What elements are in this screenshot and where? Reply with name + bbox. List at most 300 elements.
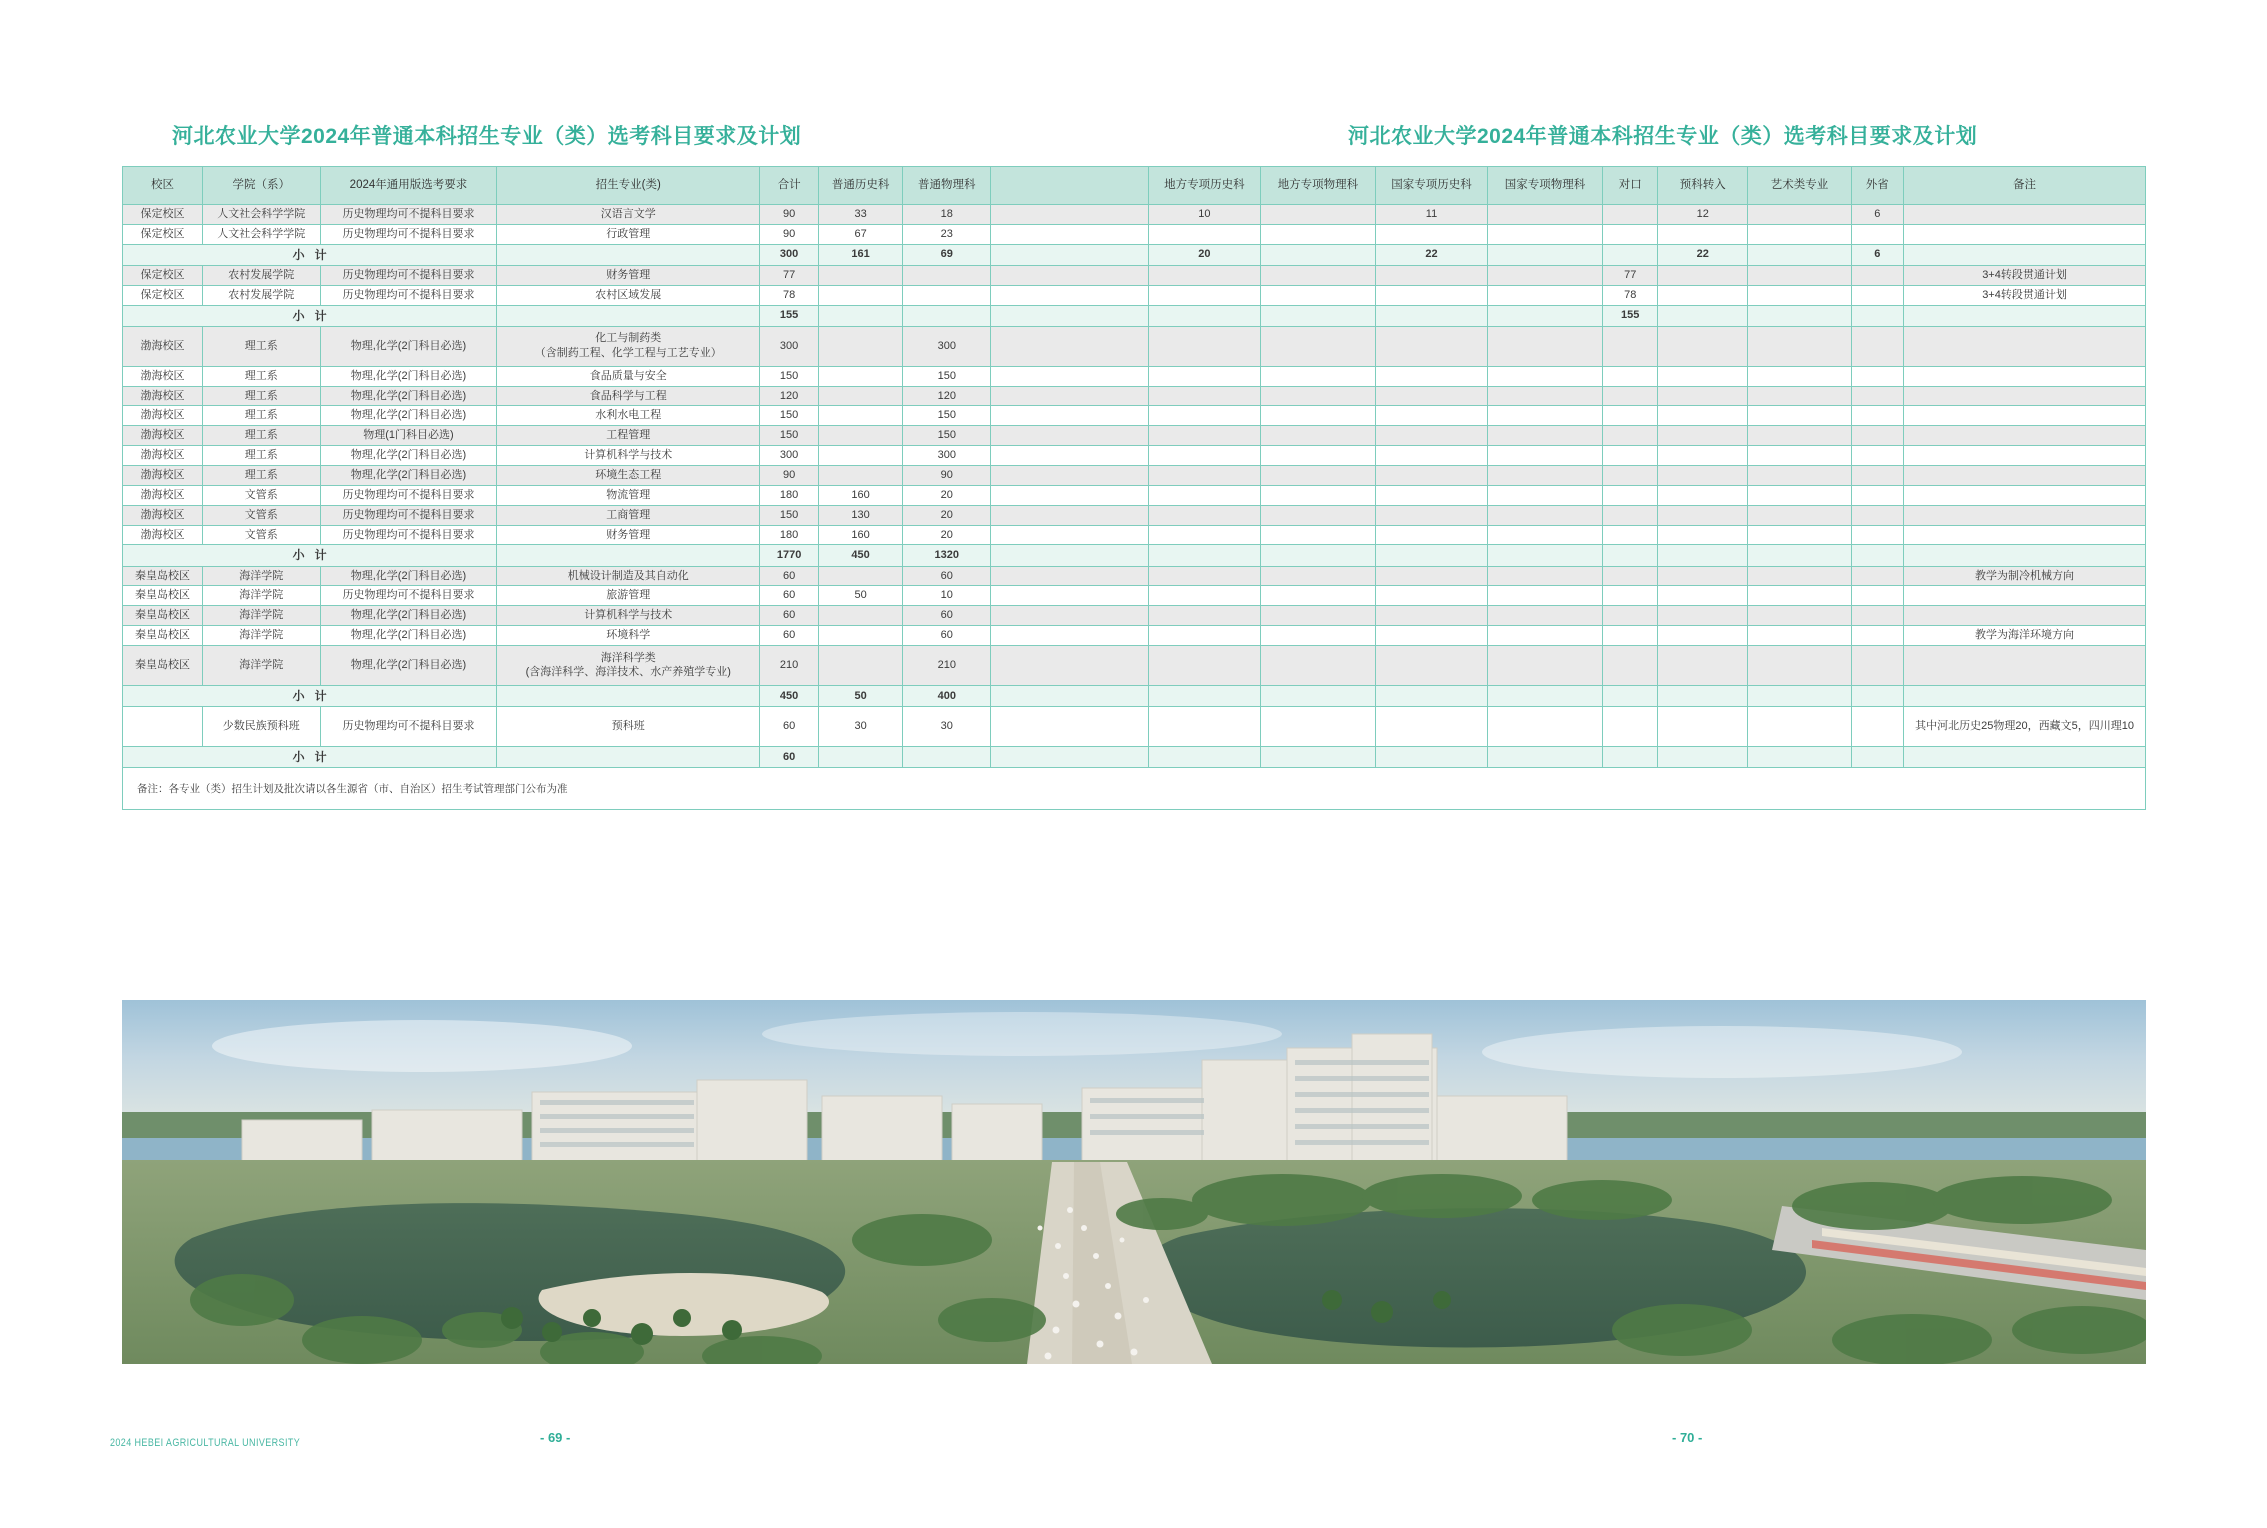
table-row xyxy=(123,426,2146,446)
table-cell xyxy=(1376,285,1487,305)
table-cell xyxy=(1851,386,1904,406)
table-cell: 23 xyxy=(903,224,991,244)
table-cell xyxy=(1376,485,1487,505)
table-cell xyxy=(1376,326,1487,366)
page-number-right: - 70 - xyxy=(1672,1430,1703,1445)
table-cell xyxy=(1376,645,1487,685)
subtotal-label: 小计 xyxy=(123,545,497,566)
table-cell: 78 xyxy=(1603,285,1658,305)
subtotal-cell xyxy=(991,244,1149,265)
table-cell xyxy=(1904,645,2146,685)
table-cell xyxy=(1851,626,1904,646)
table-cell: 农村发展学院 xyxy=(202,265,320,285)
table-cell: 物理,化学(2门科目必选) xyxy=(320,626,497,646)
table-cell xyxy=(1376,446,1487,466)
table-cell: 30 xyxy=(903,707,991,747)
table-cell xyxy=(819,285,903,305)
subtotal-cell xyxy=(1904,305,2146,326)
table-cell: 150 xyxy=(760,426,819,446)
table-cell: 50 xyxy=(819,586,903,606)
table-cell xyxy=(1748,707,1851,747)
table-cell xyxy=(1149,366,1260,386)
table-cell xyxy=(1149,265,1260,285)
table-cell xyxy=(1904,386,2146,406)
table-cell xyxy=(1603,326,1658,366)
table-cell xyxy=(991,606,1149,626)
table-cell: 60 xyxy=(760,586,819,606)
table-cell xyxy=(1603,626,1658,646)
subtotal-cell xyxy=(1658,747,1748,768)
table-cell: 其中河北历史25物理20，西藏文5，四川理10 xyxy=(1904,707,2146,747)
table-cell xyxy=(1851,606,1904,626)
table-cell xyxy=(1658,326,1748,366)
subtotal-cell xyxy=(497,747,760,768)
table-cell: 180 xyxy=(760,485,819,505)
page-title-left: 河北农业大学2024年普通本科招生专业（类）选考科目要求及计划 xyxy=(172,125,802,148)
table-cell xyxy=(1260,426,1376,446)
table-cell xyxy=(991,645,1149,685)
col-header-2: 2024年通用版选考要求 xyxy=(320,167,497,205)
table-cell xyxy=(1603,366,1658,386)
table-cell: 理工系 xyxy=(202,386,320,406)
table-cell: 文管系 xyxy=(202,485,320,505)
table-cell xyxy=(1851,645,1904,685)
table-cell xyxy=(1748,566,1851,586)
table-cell xyxy=(1658,465,1748,485)
table-cell xyxy=(1658,626,1748,646)
subtotal-row xyxy=(123,244,2146,265)
table-cell: 物理,化学(2门科目必选) xyxy=(320,446,497,466)
table-cell xyxy=(1260,446,1376,466)
table-cell xyxy=(1487,224,1603,244)
table-cell xyxy=(1376,265,1487,285)
table-cell xyxy=(1376,606,1487,626)
table-cell: 食品质量与安全 xyxy=(497,366,760,386)
table-cell xyxy=(1149,446,1260,466)
subtotal-cell xyxy=(1603,685,1658,706)
table-cell xyxy=(1487,645,1603,685)
col-header-3: 招生专业(类) xyxy=(497,167,760,205)
subtotal-cell xyxy=(1904,545,2146,566)
table-cell xyxy=(1658,645,1748,685)
subtotal-cell xyxy=(1904,747,2146,768)
table-cell xyxy=(1748,626,1851,646)
table-cell xyxy=(1260,366,1376,386)
table-cell: 渤海校区 xyxy=(123,446,203,466)
table-cell: 物流管理 xyxy=(497,485,760,505)
subtotal-cell xyxy=(1748,305,1851,326)
subtotal-cell: 22 xyxy=(1376,244,1487,265)
table-cell: 150 xyxy=(903,406,991,426)
table-cell: 农村区域发展 xyxy=(497,285,760,305)
table-cell: 12 xyxy=(1658,205,1748,225)
table-cell: 物理,化学(2门科目必选) xyxy=(320,386,497,406)
table-cell xyxy=(1851,224,1904,244)
table-cell: 210 xyxy=(760,645,819,685)
table-cell xyxy=(1149,606,1260,626)
table-cell: 渤海校区 xyxy=(123,426,203,446)
table-cell: 物理,化学(2门科目必选) xyxy=(320,606,497,626)
table-cell xyxy=(1376,586,1487,606)
table-cell: 300 xyxy=(903,326,991,366)
subtotal-cell: 155 xyxy=(1603,305,1658,326)
subtotal-label: 小计 xyxy=(123,685,497,706)
table-cell: 财务管理 xyxy=(497,525,760,545)
subtotal-cell: 50 xyxy=(819,685,903,706)
table-cell xyxy=(819,446,903,466)
table-cell xyxy=(1376,505,1487,525)
table-cell: 物理(1门科目必选) xyxy=(320,426,497,446)
table-cell: 秦皇岛校区 xyxy=(123,586,203,606)
table-cell xyxy=(991,426,1149,446)
table-cell xyxy=(819,366,903,386)
table-cell xyxy=(1904,485,2146,505)
table-cell xyxy=(1260,645,1376,685)
table-cell: 文管系 xyxy=(202,505,320,525)
table-cell: 教学为制冷机械方向 xyxy=(1904,566,2146,586)
table-cell xyxy=(1658,485,1748,505)
subtotal-cell xyxy=(1603,747,1658,768)
table-cell xyxy=(1260,406,1376,426)
table-cell: 11 xyxy=(1376,205,1487,225)
table-row xyxy=(123,707,2146,747)
table-cell xyxy=(1904,406,2146,426)
table-cell xyxy=(991,326,1149,366)
table-cell xyxy=(1658,265,1748,285)
table-cell xyxy=(1376,406,1487,426)
table-cell xyxy=(1260,707,1376,747)
table-cell xyxy=(1487,265,1603,285)
subtotal-cell: 20 xyxy=(1149,244,1260,265)
table-cell: 人文社会科学学院 xyxy=(202,224,320,244)
table-cell: 渤海校区 xyxy=(123,525,203,545)
table-cell: 保定校区 xyxy=(123,205,203,225)
table-cell xyxy=(1487,566,1603,586)
table-cell: 60 xyxy=(903,566,991,586)
col-header-16: 备注 xyxy=(1904,167,2146,205)
subtotal-cell: 450 xyxy=(760,685,819,706)
table-cell xyxy=(819,465,903,485)
table-cell xyxy=(1603,525,1658,545)
table-cell xyxy=(1149,406,1260,426)
table-cell: 水利水电工程 xyxy=(497,406,760,426)
page-title-right: 河北农业大学2024年普通本科招生专业（类）选考科目要求及计划 xyxy=(1348,125,1978,148)
table-cell xyxy=(1260,265,1376,285)
table-cell: 行政管理 xyxy=(497,224,760,244)
table-cell xyxy=(1260,205,1376,225)
subtotal-cell xyxy=(1658,545,1748,566)
table-cell xyxy=(819,265,903,285)
table-cell xyxy=(991,446,1149,466)
table-cell xyxy=(1851,566,1904,586)
subtotal-cell xyxy=(1658,685,1748,706)
table-cell: 160 xyxy=(819,485,903,505)
table-cell xyxy=(1487,626,1603,646)
subtotal-cell xyxy=(1149,545,1260,566)
table-cell xyxy=(1658,285,1748,305)
col-header-0: 校区 xyxy=(123,167,203,205)
table-cell: 理工系 xyxy=(202,426,320,446)
table-cell xyxy=(1603,426,1658,446)
table-cell: 人文社会科学学院 xyxy=(202,205,320,225)
table-cell xyxy=(1904,326,2146,366)
table-cell xyxy=(1149,386,1260,406)
table-cell xyxy=(1851,326,1904,366)
table-cell xyxy=(1851,505,1904,525)
table-cell xyxy=(1487,586,1603,606)
table-cell xyxy=(1149,465,1260,485)
table-cell: 理工系 xyxy=(202,406,320,426)
table-cell: 78 xyxy=(760,285,819,305)
table-cell: 海洋学院 xyxy=(202,645,320,685)
table-cell: 文管系 xyxy=(202,525,320,545)
table-cell: 120 xyxy=(903,386,991,406)
table-cell xyxy=(1851,406,1904,426)
table-cell xyxy=(1487,707,1603,747)
table-row xyxy=(123,205,2146,225)
table-row xyxy=(123,386,2146,406)
table-cell: 保定校区 xyxy=(123,265,203,285)
subtotal-row xyxy=(123,685,2146,706)
subtotal-cell xyxy=(1260,685,1376,706)
subtotal-cell xyxy=(497,244,760,265)
subtotal-cell xyxy=(1260,244,1376,265)
table-header-row xyxy=(123,167,2146,205)
table-cell: 机械设计制造及其自动化 xyxy=(497,566,760,586)
table-cell: 保定校区 xyxy=(123,285,203,305)
table-cell xyxy=(1149,326,1260,366)
table-cell xyxy=(1748,525,1851,545)
table-row xyxy=(123,265,2146,285)
table-cell: 150 xyxy=(903,366,991,386)
table-cell: 90 xyxy=(760,205,819,225)
table-cell xyxy=(1376,386,1487,406)
table-row xyxy=(123,224,2146,244)
page-number-left: - 69 - xyxy=(540,1430,571,1445)
table-cell: 渤海校区 xyxy=(123,326,203,366)
table-cell xyxy=(1904,606,2146,626)
table-row xyxy=(123,366,2146,386)
table-cell xyxy=(1603,566,1658,586)
table-cell: 物理,化学(2门科目必选) xyxy=(320,465,497,485)
table-cell: 60 xyxy=(760,707,819,747)
table-cell xyxy=(123,707,203,747)
table-cell xyxy=(1376,224,1487,244)
table-cell xyxy=(1658,446,1748,466)
table-cell xyxy=(1658,606,1748,626)
table-cell xyxy=(1658,406,1748,426)
table-cell: 物理,化学(2门科目必选) xyxy=(320,566,497,586)
table-cell xyxy=(1851,465,1904,485)
table-cell: 教学为海洋环境方向 xyxy=(1904,626,2146,646)
table-row xyxy=(123,485,2146,505)
table-cell xyxy=(991,586,1149,606)
col-header-1: 学院（系） xyxy=(202,167,320,205)
subtotal-cell xyxy=(1603,545,1658,566)
table-cell: 60 xyxy=(903,626,991,646)
table-cell xyxy=(819,566,903,586)
table-cell xyxy=(1748,265,1851,285)
table-row xyxy=(123,606,2146,626)
subtotal-cell xyxy=(991,305,1149,326)
subtotal-cell xyxy=(903,747,991,768)
subtotal-cell xyxy=(1748,747,1851,768)
col-header-15: 外省 xyxy=(1851,167,1904,205)
table-cell xyxy=(1149,566,1260,586)
table-cell: 历史物理均可不提科目要求 xyxy=(320,707,497,747)
table-cell xyxy=(1851,426,1904,446)
subtotal-cell xyxy=(991,747,1149,768)
table-cell xyxy=(991,525,1149,545)
table-cell: 150 xyxy=(760,366,819,386)
table-cell xyxy=(1603,485,1658,505)
table-footnote: 备注：各专业（类）招生计划及批次请以各生源省（市、自治区）招生考试管理部门公布为准 xyxy=(123,768,2146,810)
table-cell: 历史物理均可不提科目要求 xyxy=(320,586,497,606)
table-cell xyxy=(1904,465,2146,485)
table-row xyxy=(123,285,2146,305)
table-cell: 3+4转段贯通计划 xyxy=(1904,285,2146,305)
table-cell xyxy=(1487,446,1603,466)
subtotal-cell xyxy=(1487,545,1603,566)
table-cell: 工商管理 xyxy=(497,505,760,525)
table-cell: 120 xyxy=(760,386,819,406)
table-cell: 60 xyxy=(760,566,819,586)
table-cell xyxy=(819,426,903,446)
table-row xyxy=(123,465,2146,485)
table-cell xyxy=(1260,566,1376,586)
table-row xyxy=(123,566,2146,586)
subtotal-cell xyxy=(497,685,760,706)
table-cell: 汉语言文学 xyxy=(497,205,760,225)
table-cell xyxy=(991,505,1149,525)
table-cell: 渤海校区 xyxy=(123,386,203,406)
table-cell: 海洋科学类 (含海洋科学、海洋技术、水产养殖学专业) xyxy=(497,645,760,685)
table-cell: 环境科学 xyxy=(497,626,760,646)
col-header-5: 普通历史科 xyxy=(819,167,903,205)
subtotal-cell xyxy=(819,305,903,326)
subtotal-cell xyxy=(1149,305,1260,326)
table-cell xyxy=(991,386,1149,406)
subtotal-cell xyxy=(1603,244,1658,265)
table-cell xyxy=(1149,707,1260,747)
table-cell: 渤海校区 xyxy=(123,485,203,505)
table-cell xyxy=(1260,505,1376,525)
table-cell xyxy=(1603,205,1658,225)
table-cell xyxy=(1149,505,1260,525)
table-cell: 33 xyxy=(819,205,903,225)
table-cell: 77 xyxy=(760,265,819,285)
table-cell xyxy=(903,285,991,305)
table-cell xyxy=(1748,505,1851,525)
table-body xyxy=(123,205,2146,810)
table-cell xyxy=(1149,645,1260,685)
subtotal-cell xyxy=(1851,747,1904,768)
table-cell xyxy=(991,485,1149,505)
subtotal-cell: 69 xyxy=(903,244,991,265)
table-cell: 20 xyxy=(903,525,991,545)
table-cell xyxy=(1904,586,2146,606)
table-cell xyxy=(1851,265,1904,285)
subtotal-cell xyxy=(1904,685,2146,706)
table-cell xyxy=(1376,566,1487,586)
table-cell: 历史物理均可不提科目要求 xyxy=(320,285,497,305)
subtotal-cell xyxy=(1149,747,1260,768)
table-cell: 67 xyxy=(819,224,903,244)
table-cell: 少数民族预科班 xyxy=(202,707,320,747)
table-cell: 历史物理均可不提科目要求 xyxy=(320,505,497,525)
subtotal-cell xyxy=(497,545,760,566)
table-cell xyxy=(1904,525,2146,545)
table-cell: 60 xyxy=(760,606,819,626)
table-cell xyxy=(1851,525,1904,545)
table-cell xyxy=(1603,707,1658,747)
table-cell: 渤海校区 xyxy=(123,406,203,426)
col-header-14: 艺术类专业 xyxy=(1748,167,1851,205)
table-cell: 6 xyxy=(1851,205,1904,225)
table-cell: 渤海校区 xyxy=(123,465,203,485)
table-cell: 90 xyxy=(760,224,819,244)
subtotal-cell xyxy=(1748,685,1851,706)
table-cell xyxy=(1603,465,1658,485)
table-cell xyxy=(1487,465,1603,485)
table-cell xyxy=(1904,505,2146,525)
table-cell: 90 xyxy=(760,465,819,485)
table-cell xyxy=(1260,285,1376,305)
table-cell: 秦皇岛校区 xyxy=(123,606,203,626)
table-cell xyxy=(819,406,903,426)
col-header-13: 预科转入 xyxy=(1658,167,1748,205)
subtotal-cell xyxy=(1260,305,1376,326)
table-cell: 理工系 xyxy=(202,446,320,466)
table-cell xyxy=(1658,707,1748,747)
subtotal-cell xyxy=(1487,244,1603,265)
table-cell xyxy=(1376,426,1487,446)
table-cell: 海洋学院 xyxy=(202,586,320,606)
table-cell xyxy=(1487,485,1603,505)
col-header-9: 地方专项物理科 xyxy=(1260,167,1376,205)
subtotal-cell: 1320 xyxy=(903,545,991,566)
table-cell xyxy=(1748,366,1851,386)
table-cell xyxy=(1851,446,1904,466)
table-cell: 秦皇岛校区 xyxy=(123,626,203,646)
table-cell: 10 xyxy=(1149,205,1260,225)
subtotal-label: 小计 xyxy=(123,305,497,326)
subtotal-cell xyxy=(1748,244,1851,265)
table-row xyxy=(123,626,2146,646)
table-cell xyxy=(1658,366,1748,386)
table-cell: 理工系 xyxy=(202,326,320,366)
subtotal-cell xyxy=(1904,244,2146,265)
table-cell: 历史物理均可不提科目要求 xyxy=(320,525,497,545)
table-cell xyxy=(1603,446,1658,466)
table-cell: 77 xyxy=(1603,265,1658,285)
table-cell: 秦皇岛校区 xyxy=(123,645,203,685)
table-cell xyxy=(1904,205,2146,225)
table-cell xyxy=(1851,366,1904,386)
table-cell xyxy=(991,465,1149,485)
col-header-12: 对口 xyxy=(1603,167,1658,205)
table-cell xyxy=(1658,566,1748,586)
subtotal-cell: 60 xyxy=(760,747,819,768)
subtotal-label: 小计 xyxy=(123,747,497,768)
table-cell xyxy=(991,566,1149,586)
table-row xyxy=(123,525,2146,545)
table-cell: 20 xyxy=(903,505,991,525)
table-cell: 60 xyxy=(903,606,991,626)
table-cell xyxy=(1603,606,1658,626)
table-cell xyxy=(991,205,1149,225)
table-cell xyxy=(1904,446,2146,466)
